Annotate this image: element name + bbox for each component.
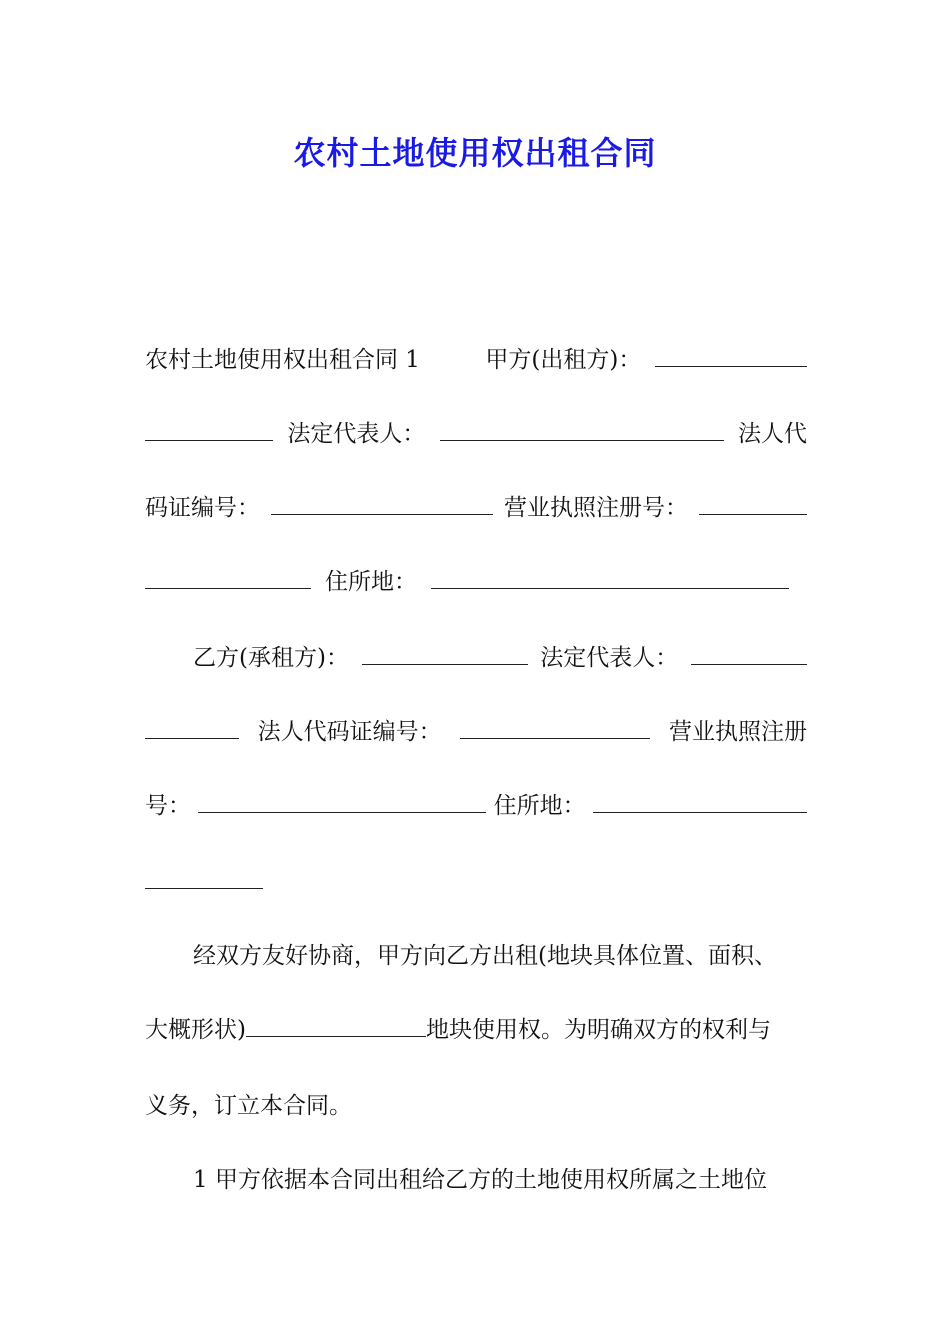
shape-label: 大概形状) — [145, 1017, 246, 1043]
party-a-license-blank[interactable] — [699, 488, 807, 515]
party-a-blank-cont[interactable] — [145, 414, 273, 441]
party-b-address-label: 住所地： — [493, 793, 586, 819]
line-8 — [145, 862, 807, 902]
party-a-address-label: 住所地： — [325, 569, 417, 595]
party-b-rep-blank[interactable] — [691, 638, 807, 665]
body-paragraph-1-end: 义务，订立本合同。 — [145, 1093, 352, 1119]
body-paragraph-1-start: 经双方友好协商，甲方向乙方出租(地块具体位置、面积、 — [193, 943, 777, 969]
party-a-blank[interactable] — [655, 340, 807, 367]
line-6 — [145, 712, 807, 752]
party-a-label: 甲方(出租方)： — [485, 347, 642, 373]
contract-heading-text: 农村土地使用权出租合同 1 — [145, 347, 420, 373]
party-b-license-blank[interactable] — [198, 786, 486, 813]
party-b-code-blank[interactable] — [460, 712, 650, 739]
party-a-license-label: 营业执照注册号： — [504, 495, 688, 521]
party-a-code-label-end: 码证编号： — [145, 495, 260, 521]
body-paragraph-1-mid: 地块使用权。为明确双方的权利与 — [425, 1017, 771, 1043]
line-2 — [145, 414, 807, 454]
line-4 — [145, 562, 807, 602]
party-a-license-blank-cont[interactable] — [145, 562, 311, 589]
line-12 — [145, 1160, 807, 1200]
party-a-address-blank[interactable] — [431, 562, 789, 589]
line-9 — [145, 936, 807, 976]
party-a-code-label-start: 法人代 — [737, 421, 807, 447]
party-b-rep-label: 法定代表人： — [540, 645, 679, 671]
document-title: 农村土地使用权出租合同 — [293, 134, 657, 172]
line-1 — [145, 340, 807, 380]
party-b-license-label-start: 营业执照注册 — [668, 719, 807, 745]
land-plot-blank[interactable] — [246, 1010, 426, 1037]
party-b-code-label: 法人代码证编号： — [257, 719, 442, 745]
party-b-rep-blank-cont[interactable] — [145, 712, 239, 739]
party-a-rep-label: 法定代表人： — [287, 421, 426, 447]
party-b-address-blank[interactable] — [593, 786, 807, 813]
party-b-blank[interactable] — [362, 638, 528, 665]
party-a-code-blank[interactable] — [271, 488, 493, 515]
party-b-address-blank-cont[interactable] — [145, 862, 263, 889]
line-5 — [145, 638, 807, 678]
line-10 — [145, 1010, 807, 1050]
line-11 — [145, 1086, 807, 1126]
line-3 — [145, 488, 807, 528]
party-b-license-label-end: 号： — [145, 793, 191, 819]
party-a-rep-blank[interactable] — [440, 414, 724, 441]
party-b-label: 乙方(承租方)： — [193, 645, 349, 671]
clause-1-text: 1 甲方依据本合同出租给乙方的土地使用权所属之土地位 — [193, 1167, 767, 1193]
line-7 — [145, 786, 807, 826]
